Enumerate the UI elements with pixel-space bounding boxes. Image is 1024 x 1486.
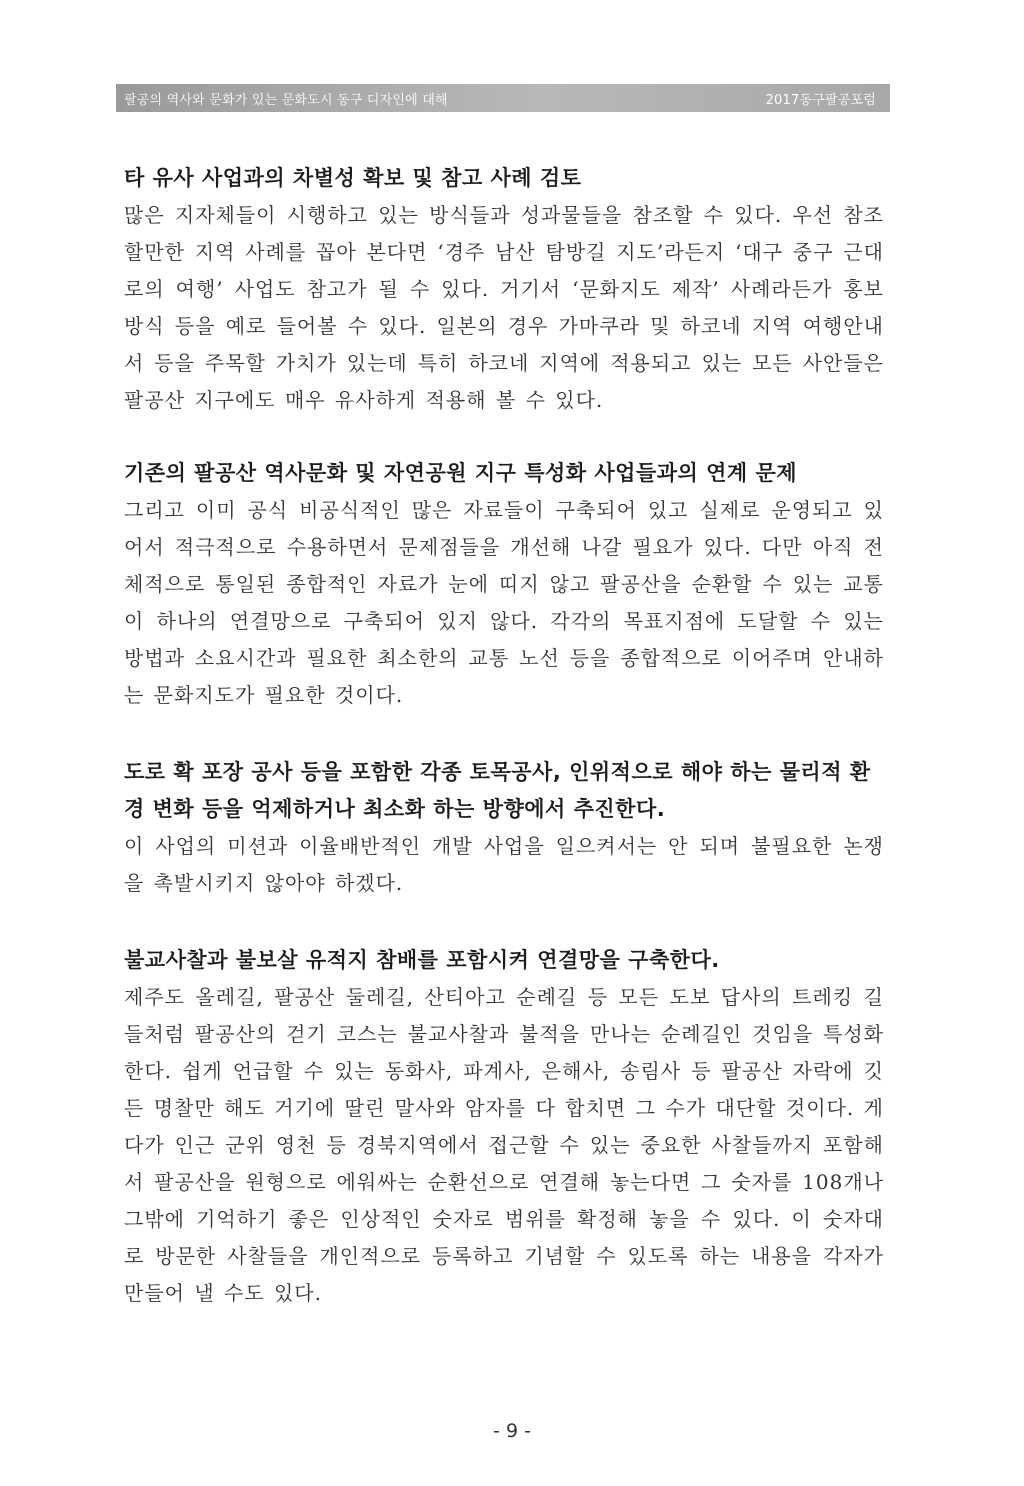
section-linkage <box>124 455 884 714</box>
header-document-title: 팔공의 역사와 문화가 있는 문화도시 동구 디자인에 대해 <box>124 92 448 108</box>
running-header <box>116 84 890 112</box>
section-paragraph: 그리고 이미 공식 비공식적인 많은 자료들이 구축되어 있고 실제로 운영되고 있어서 적극적으로 수용하면서 문제점들을 개선해 나갈 필요가 있다. 다만 아직 전체적으로 통일된 종합적인 자료가 눈에 띠지 않고 팔공산을 순환할 수 있는 교통이 하나의 연결망으로 구축되어 있지 않다. 각각의 목표지점에 도달할 수 있는 방법과 소요시간과 필요한 최소한의 교통 노선 등을 종합적으로 이어주며 안내하는 문화지도가 필요한 것이다. <box>124 498 884 707</box>
section-heading: 불교사찰과 불보살 유적지 참배를 포함시켜 연결망을 구축한다. <box>124 948 720 972</box>
section-civil-works <box>124 754 884 902</box>
section-paragraph: 제주도 올레길, 팔공산 둘레길, 산티아고 순례길 등 모든 도보 답사의 트레킹 길들처럼 팔공산의 걷기 코스는 불교사찰과 불적을 만나는 순례길인 것임을 특성화 한다. 쉽게 언급할 수 있는 동화사, 파계사, 은해사, 송림사 등 팔공산 자락에 깃든 명찰만 해도 거기에 딸린 말사와 암자를 다 합치면 그 수가 대단할 것이다. 게다가 인근 군위 영천 등 경북지역에서 접근할 수 있는 중요한 사찰들까지 포함해서 팔공산을 원형으로 에워싸는 순환선으로 연결해 놓는다면 그 숫자를 108개나 그밖에 기억하기 좋은 인상적인 숫자로 범위를 확정해 놓을 수 있다. 이 숫자대로 방문한 사찰들을 개인적으로 등록하고 기념할 수 있도록 하는 내용을 각자가 만들어 낼 수도 있다. <box>124 985 884 1305</box>
section-heading: 기존의 팔공산 역사문화 및 자연공원 지구 특성화 사업들과의 연계 문제 <box>124 461 798 485</box>
section-heading: 도로 확 포장 공사 등을 포함한 각종 토목공사, 인위적으로 해야 하는 물리적 환경 변화 등을 억제하거나 최소화 하는 방향에서 추진한다. <box>124 760 871 821</box>
section-paragraph: 많은 지자체들이 시행하고 있는 방식들과 성과물들을 참조할 수 있다. 우선 참조할만한 지역 사례를 꼽아 본다면 ‘경주 남산 탐방길 지도’라든지 ‘대구 중구 근대로의 여행’ 사업도 참고가 될 수 있다. 거기서 ‘문화지도 제작’ 사례라든가 홍보 방식 등을 예로 들어볼 수 있다. 일본의 경우 가마쿠라 및 하코네 지역 여행안내서 등을 주목할 가치가 있는데 특히 하코네 지역에 적용되고 있는 모든 사안들은 팔공산 지구에도 매우 유사하게 적용해 볼 수 있다. <box>124 203 884 412</box>
page-content <box>124 160 884 1312</box>
page-number: - 9 - <box>493 1420 531 1442</box>
section-paragraph: 이 사업의 미션과 이율배반적인 개발 사업을 일으켜서는 안 되며 불필요한 논쟁을 촉발시키지 않아야 하겠다. <box>124 834 884 895</box>
header-forum-name: 2017동구팔공포럼 <box>765 92 876 108</box>
section-heading: 타 유사 사업과의 차별성 확보 및 참고 사례 검토 <box>124 166 582 190</box>
section-differentiation <box>124 160 884 419</box>
section-temple-network <box>124 942 884 1312</box>
